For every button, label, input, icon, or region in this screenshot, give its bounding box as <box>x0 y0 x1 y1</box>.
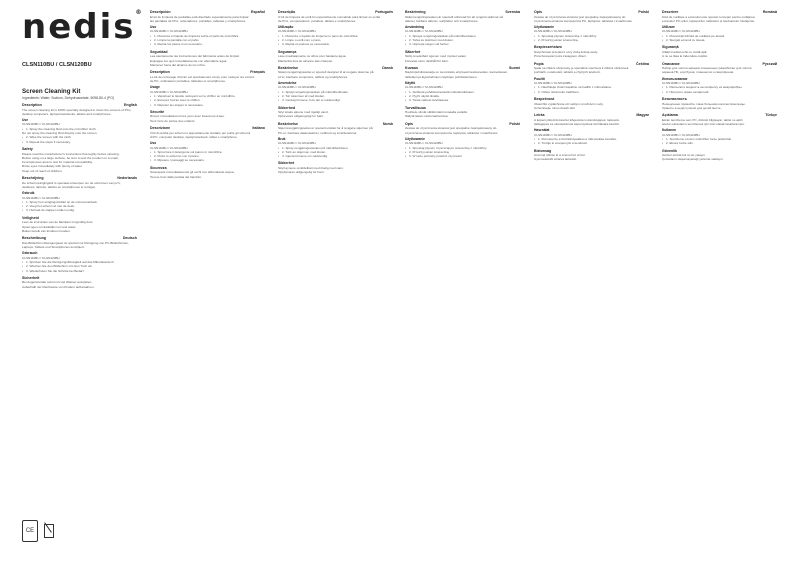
section <box>405 10 520 47</box>
body-text: Säilytä lasten ulottumattomissa. <box>405 114 449 119</box>
section <box>662 62 777 94</box>
section-title: Description <box>22 103 42 107</box>
body-text: экранов ПК, ноутбуков, планшетов и смартфонов. <box>662 70 734 75</box>
column-se-fi-pl <box>405 10 520 161</box>
language-label: Deutsch <box>122 236 137 241</box>
section-title: Turvallisuus <box>405 105 426 110</box>
instruction-step: • 2. Przetrzyj ekran ściereczką. <box>405 150 520 154</box>
language-label: Русский <box>762 61 777 66</box>
section <box>534 10 649 42</box>
subheading: Użytkowanie <box>405 136 425 141</box>
instruction-step: • 1. Pulverice el líquido de limpieza sobre el paño de microfibra. <box>150 34 265 38</box>
instruction-step: • 2. Veeg het scherm af met de doek. <box>22 204 137 208</box>
instruction-step: • 1. Spray rengjøringsvæsken på mikrofiberkluten. <box>278 146 393 150</box>
instruction-step: • 2. Otřete obrazovku hadříkem. <box>534 90 649 94</box>
section <box>278 66 393 103</box>
section <box>662 10 777 42</box>
section-title: Descriere <box>662 10 679 14</box>
instruction-step: • 2. Wipe the screen with the cloth. <box>22 135 137 139</box>
column-ro-gr-tr <box>662 10 777 165</box>
section-title: Sécurité <box>150 109 165 114</box>
body-text: Do not spray the cleaning fluid directly onto the screen. <box>22 131 98 136</box>
section <box>405 66 520 103</box>
section-title: Beskrivelse <box>278 121 298 126</box>
section-title: Leírás <box>534 113 545 118</box>
instruction-step: • 2. Torka av skärmen med duken. <box>405 38 520 42</box>
body-text: Rinse eyes immediately with plenty of water. <box>22 164 83 169</box>
section <box>278 10 393 47</box>
body-text: O kit de limpeza de ecrã foi especialmente concebido para limpar os ecrãs <box>278 14 381 19</box>
body-text: počítačů, notebooků, tabletů a chytrých telefonů. <box>534 70 601 75</box>
language-label: Română <box>762 10 777 14</box>
language-label: Português <box>375 10 393 14</box>
section <box>662 97 777 110</box>
instruction-step: • 1. Sprühen Sie die Reinigungsflüssigkeit auf das Mikrofasertuch. <box>22 260 137 264</box>
instruction-step: • 2. Ekranı bezle silin. <box>662 141 777 145</box>
body-text: Zestaw do czyszczenia ekranów jest specjalnie zaprojektowany do <box>405 126 497 131</box>
section <box>278 50 393 63</box>
instruction-step: • 1. Permetezze a tisztítófolyadékot a mikroszálas kendőre. <box>534 137 649 141</box>
body-text: desktop computers, laptops/notebooks, tablets and smartphones. <box>22 111 112 116</box>
section <box>22 276 137 289</box>
section-title: Sikkerhed <box>278 105 296 110</box>
body-text: CLSN110BU / CLSN120BU <box>150 89 188 94</box>
instruction-step: • 3. Repeat the steps if necessary. <box>22 140 137 144</box>
section <box>22 216 137 233</box>
section-title: Descrição <box>278 10 296 14</box>
body-text: Skærmrengøringssættet er specielt designet til at rengøre skærme på <box>278 70 374 75</box>
body-text: desktops, laptops, tablets en smartphones te reinigen. <box>22 184 97 189</box>
body-text: Zestaw do czyszczenia ekranów jest specjalnie zaprojektowany do <box>534 14 626 19</box>
section-title: Описание <box>662 61 680 66</box>
subheading: Uso <box>150 141 157 146</box>
column-pl-cz-hu <box>534 10 649 165</box>
subheading: Usage <box>150 85 160 90</box>
language-label: Magyar <box>636 113 649 118</box>
body-text: CLSN110BU / CLSN120BU <box>662 81 700 86</box>
section-title: Segurança <box>278 49 297 54</box>
instruction-step: • 1. Pulverize o líquido de limpeza no pano de microfibra. <box>278 34 393 38</box>
section <box>150 126 265 163</box>
section <box>534 113 649 145</box>
bin-icon <box>42 520 54 538</box>
section <box>662 45 777 58</box>
body-text: de PC, ordinateurs portables, tablettes et smartphones. <box>150 79 226 84</box>
body-text: CLSN110BU / CLSN120BU <box>278 85 316 90</box>
section <box>150 110 265 123</box>
body-text: CLSN110BU / CLSN120BU <box>278 141 316 146</box>
body-text: Lees de instructies van de fabrikant zorgvuldig door. <box>22 220 94 225</box>
section <box>405 122 520 159</box>
instruction-step: • 2. Tørk av skjermen med kluten. <box>278 150 393 154</box>
section-title: Beschreibung <box>22 236 46 241</box>
instruction-step: • 3. Répétez les étapes si nécessaire. <box>150 103 265 107</box>
instruction-step: • 2. Pyyhi näyttö liinalla. <box>405 94 520 98</box>
language-label: Nederlands <box>117 176 137 181</box>
section-title: Beskrivning <box>405 10 426 14</box>
subheading: Gebrauch <box>22 251 38 256</box>
instruction-step: • 1. Pulverizați lichidul de curățare pe lavetă. <box>662 34 777 38</box>
subheading: Használat <box>534 128 550 133</box>
section-title: Description <box>150 70 170 75</box>
instruction-step: • 2. Ștergeți ecranul cu laveta. <box>662 38 777 42</box>
body-text: Kitul de curățare a ecranului este special conceput pentru curățarea <box>662 14 755 19</box>
language-label: Svenska <box>505 10 520 14</box>
body-text: CLSN110BU / CLSN120BU <box>405 141 443 146</box>
section-title: Kuvaus <box>405 65 418 70</box>
body-text: Набор для чистки экранов специально разработан для чистки <box>662 66 752 71</box>
document-title: Screen Cleaning Kit <box>22 88 81 95</box>
section-title: Descrizione <box>150 126 171 131</box>
body-text: CLSN110BU / CLSN120BU <box>405 29 443 34</box>
section <box>22 103 137 144</box>
body-text: Lea atentamente las instrucciones del fabricante antes de limpiar. <box>150 54 240 59</box>
instruction-step: • 3. Repita los pasos si es necesario. <box>150 42 265 46</box>
section-title: Seguridad <box>150 49 168 54</box>
body-text: táblagépek és okostelefonok képernyőinek tisztítására készült. <box>534 122 620 127</box>
body-text: CLSN110BU / CLSN120BU <box>22 122 60 127</box>
body-text: de PCs, computadores, portáteis, tablets e smartphones. <box>278 18 357 23</box>
instruction-step: • 1. Spray het reinigingsmiddel op de microvezeldoek. <box>22 200 137 204</box>
section <box>150 50 265 67</box>
instruction-step: • 3. Toista vaiheet tarvittaessa. <box>405 98 520 102</box>
body-text: CLSN110BU / CLSN120BU <box>662 29 700 34</box>
subheading: Gebruik <box>22 191 35 196</box>
document-subtitle: Ingredients: Water, Sodium, Dehydroacetate, 5098-80-4 (PO) <box>22 96 115 100</box>
section <box>22 176 137 213</box>
language-label: Türkçe <box>765 113 777 118</box>
body-text: telefon ekranlarını temizlemek için özel olarak tasarlanmıştır. <box>662 122 745 127</box>
body-text: Skärmrengöringssatsen är speciellt utformad för att rengöra skärmar på <box>405 14 504 19</box>
body-text: Skjermrengjøringssettet er spesielt utviklet for å rengjøre skjermer på <box>278 126 373 131</box>
body-text: Oppbevares utilgjengelig for barn. <box>278 170 325 175</box>
body-text: Clătiți imediat ochii cu multă apă. <box>662 49 708 54</box>
instruction-step: • 2. Pulire lo schermo con il panno. <box>150 154 265 158</box>
language-label: Polski <box>638 10 649 14</box>
instruction-step: • 3. Gjenta trinnene om nødvendig. <box>278 154 393 158</box>
body-text: El kit de limpieza de pantallas está diseñado especialmente para limpiar <box>150 14 249 19</box>
body-text: pc'er, bærbare computere, tablets og smartphones. <box>278 74 349 79</box>
body-text: datorer, bärbara datorer, surfplattor och smartphones. <box>405 18 479 23</box>
instruction-step: • 3. Ripetere i passaggi se necessario. <box>150 158 265 162</box>
column-en <box>22 103 137 292</box>
language-label: Italiano <box>252 126 265 131</box>
subheading: Use <box>22 118 29 123</box>
section <box>662 149 777 162</box>
body-text: CLSN110BU / CLSN120BU <box>278 29 316 34</box>
instruction-step: • 2. Limpie la pantalla con el paño. <box>150 38 265 42</box>
body-text: A nu se lăsa la îndemâna copiilor. <box>662 54 709 59</box>
body-text: Tenir hors de portée des enfants. <box>150 118 196 123</box>
section-title: Açıklama <box>662 113 678 118</box>
body-text: Skölj omedelbart ögonen med mycket vatten. <box>405 54 467 59</box>
section <box>534 45 649 58</box>
body-text: Хранить в недоступном для детей месте. <box>662 105 722 110</box>
body-text: Azonnal öblítse ki a szemét bő vízzel. <box>534 153 586 158</box>
language-label: Dansk <box>382 65 393 70</box>
body-text: Enjuague los ojos inmediatamente con abundante agua. <box>150 58 228 63</box>
instruction-step: • 3. W razie potrzeby powtórz czynności. <box>405 154 520 158</box>
section-title: Safety <box>22 146 33 151</box>
brand-logo: nedis® <box>22 7 144 47</box>
subheading: Uso <box>150 25 157 30</box>
language-label: Polski <box>509 121 520 126</box>
body-text: Natychmiast przepłucz oczy dużą ilością wody. <box>534 49 599 54</box>
subheading: Käyttö <box>405 81 416 86</box>
section <box>150 70 265 107</box>
body-text: CLSN110BU / CLSN120BU <box>405 85 443 90</box>
instruction-step: • 1. Распылите жидкость на салфетку из микрофибры. <box>662 85 777 89</box>
body-text: Przechowywać poza zasięgiem dzieci. <box>534 54 587 59</box>
subheading: Użytkowanie <box>534 25 554 30</box>
body-text: Uchovávejte mimo dosah dětí. <box>534 105 576 110</box>
body-text: CLSN110BU / CLSN120BU <box>150 29 188 34</box>
footer-marks <box>22 520 54 542</box>
instruction-step: • 2. Протрите экран салфеткой. <box>662 90 777 94</box>
body-text: czyszczenia ekranów komputerów, laptopów, tabletów i smartfonów. <box>405 130 499 135</box>
body-text: Before using on a large surface, be sure to test the product on a small, <box>22 155 119 160</box>
body-text: CLSN110BU / CLSN120BU <box>22 195 60 200</box>
product-code: CLSN110BU / CLSN120BU <box>22 62 92 68</box>
body-text: Laptops, Tablets und Smartphones konzipiert. <box>22 245 85 250</box>
section-title: Biztonság <box>534 148 552 153</box>
subheading: Kullanım <box>662 128 676 133</box>
body-text: CLSN110BU / CLSN120BU <box>534 29 572 34</box>
body-text: Mantener fuera del alcance de los niños. <box>150 62 206 67</box>
instruction-step: • 1. Suihkuta puhdistusnestettä mikrokuituliinaan. <box>405 90 520 94</box>
section-title: Безопасность <box>662 96 687 101</box>
instruction-step: • 2. Przetrzyj ekran ściereczką. <box>534 38 649 42</box>
section-title: Opis <box>405 121 413 126</box>
section <box>22 147 137 173</box>
column-es-fr-it <box>150 10 265 182</box>
instruction-step: • 1. Spray the cleaning fluid onto the microfiber cloth. <box>22 127 137 131</box>
instruction-step: • 1. Spraya rengöringsvätskan på mikrofiberduken. <box>405 34 520 38</box>
body-text: las pantallas de PCs, ordenadores, portátiles, tabletas y smartphones. <box>150 18 247 23</box>
body-text: Spoel ogen onmiddellijk met veel water. <box>22 224 77 229</box>
body-text: CLSN110BU / CLSN120BU <box>150 145 188 150</box>
body-text: Sciacquare immediatamente gli occhi con abbondante acqua. <box>150 170 235 175</box>
body-text: Please read the manufacturer's instructions thoroughly before cleaning. <box>22 151 120 156</box>
section-title: Popis <box>534 61 544 66</box>
body-text: CLSN110BU / CLSN120BU <box>534 132 572 137</box>
section <box>534 97 649 110</box>
section-title: Bezpečnost <box>534 96 555 101</box>
body-text: CLSN110BU / CLSN120BU <box>534 81 572 86</box>
instruction-step: • 3. Herhaal de stappen indien nodig. <box>22 208 137 212</box>
section-title: Opis <box>534 10 542 14</box>
section <box>534 62 649 94</box>
body-text: Okamžitě vypláchněte oči velkým množstvím vody. <box>534 101 604 106</box>
instruction-step: • 3. Wiederholen Sie die Schritte bei Bedarf. <box>22 269 137 273</box>
instruction-step: • 2. Wischen Sie den Bildschirm mit dem Tuch ab. <box>22 264 137 268</box>
body-text: Außerhalb der Reichweite von Kindern aufbewahren. <box>22 284 95 289</box>
body-text: Buiten bereik van kinderen houden. <box>22 228 71 233</box>
body-text: The screen cleaning kit is 100% specially designed to clean the screens of PCs, <box>22 107 132 112</box>
section <box>405 106 520 119</box>
instruction-step: • 1. Vaporisez le liquide nettoyant sur le chiffon en microfibre. <box>150 94 265 98</box>
body-text: ecranelor PC-urilor, laptopurilor, tabletelor și telefoanelor inteligente. <box>662 18 756 23</box>
body-text: Немедленно промойте глаза большим количеством воды. <box>662 101 746 106</box>
section-title: Beschrijving <box>22 176 44 181</box>
section-title: Beskrivelse <box>278 65 298 70</box>
section <box>22 236 137 273</box>
section-title: Descripción <box>150 10 171 14</box>
body-text: tablettien ja älypuhelimien näyttöjen puhdistamiseen. <box>405 74 478 79</box>
body-text: A képernyőtisztító készlet kifejezetten számítógépek, laptopok, <box>534 117 620 122</box>
body-text: Il kit di pulizia per schermi è appositamente studiato per pulire gli schermi <box>150 130 251 135</box>
body-text: Sada na čištění obrazovky je speciálně navržena k čištění obrazovek <box>534 66 629 71</box>
instruction-step: • 2. Limpe o ecrã com o pano. <box>278 38 393 42</box>
section-title: Veiligheid <box>22 215 39 220</box>
subheading: Utilizare <box>662 25 675 30</box>
section-title: Bezpieczeństwo <box>534 45 562 50</box>
body-text: Tenere fuori dalla portata dei bambini. <box>150 174 202 179</box>
body-text: Rincez immédiatement les yeux avec beaucoup d'eau. <box>150 114 225 119</box>
instruction-step: • 2. Tør skærmen af med kluden. <box>278 94 393 98</box>
body-text: Ekran temizleme seti, PC, dizüstü bilgisayar, tablet ve akıllı <box>662 117 743 122</box>
section <box>534 149 649 162</box>
subheading: Использование <box>662 76 688 81</box>
section-title: Sikkerhet <box>278 161 295 166</box>
instruction-step: • 2. Törölje le a képernyőt a kendővel. <box>534 141 649 145</box>
section <box>662 113 777 145</box>
instruction-step: • 3. Gentag trinnene, hvis det er nødvendigt. <box>278 98 393 102</box>
section <box>150 10 265 47</box>
language-label: Français <box>250 70 265 75</box>
subheading: Použití <box>534 76 545 81</box>
section-title: Sicurezza <box>150 165 167 170</box>
body-text: Mantenha fora do alcance das crianças. <box>278 58 333 63</box>
body-text: Opbevares utilgængeligt for børn. <box>278 114 325 119</box>
instruction-step: • 1. Spruzzare il detergente sul panno in microfibra. <box>150 150 265 154</box>
section <box>405 50 520 63</box>
body-text: PC-er, bærbare datamaskiner, nettbrett og smarttelefoner. <box>278 130 358 135</box>
section-title: Siguranță <box>662 45 679 50</box>
language-label: Suomi <box>509 65 520 70</box>
body-text: CLSN110BU / CLSN120BU <box>22 255 60 260</box>
section-title: Sicherheit <box>22 275 40 280</box>
instruction-step: • 1. Sprøjt rengøringsvæsken på mikrofiberkluden. <box>278 90 393 94</box>
body-text: De schermreinigingskit is speciaal ontworpen om de schermen van pc's, <box>22 180 121 185</box>
section <box>278 122 393 159</box>
section <box>278 106 393 119</box>
body-text: Gözleri derhal bol su ile yıkayın. <box>662 153 706 158</box>
instruction-step: • 2. Essuyez l'écran avec le chiffon. <box>150 98 265 102</box>
body-text: Çocukların ulaşamayacağı yerlerde saklayın. <box>662 157 724 162</box>
instruction-step: • 1. Temizleme sıvısını mikrofiber beze püskürtün. <box>662 137 777 141</box>
language-label: English <box>124 103 137 107</box>
instruction-step: • 3. Upprepa stegen vid behov. <box>405 42 520 46</box>
subheading: Anvendelse <box>278 81 297 86</box>
body-text: inconspicuous area to test for material compatibility. <box>22 160 93 165</box>
body-text: Lave imediatamente os olhos com bastante água. <box>278 54 347 59</box>
body-text: Förvaras utom räckhåll för barn. <box>405 58 449 63</box>
ce-mark: CE <box>22 520 38 542</box>
section <box>278 161 393 174</box>
body-text: Le kit de nettoyage d'écran est spécialement conçu pour nettoyer les écrans <box>150 74 255 79</box>
body-text: Skyll øynene umiddelbart med rikelig med vann. <box>278 165 344 170</box>
language-label: Čeština <box>636 61 649 66</box>
language-label: Norsk <box>382 121 393 126</box>
instruction-step: • 1. Spryskaj płynem ściereczkę z mikrofibry. <box>534 34 649 38</box>
body-text: Bei Augenkontakt sofort mit viel Wasser ausspülen. <box>22 280 93 285</box>
language-label: Español <box>251 10 265 14</box>
body-text: Skyl straks øjnene med rigeligt vand. <box>278 110 329 115</box>
body-text: Näytönpuhdistussarja on suunniteltu erityisesti tietokoneiden, kannettavien, <box>405 70 509 75</box>
body-text: di PC, computer desktop, laptop/notebook, tablet e smartphone. <box>150 134 238 139</box>
column-pt-dk-no <box>278 10 393 178</box>
subheading: Bruk <box>278 136 286 141</box>
instruction-step: • 3. Repita os passos se necessário. <box>278 42 393 46</box>
instruction-step: • 1. Spryskaj płynem czyszczącym ściereczkę z mikrofibry. <box>405 146 520 150</box>
subheading: Användning <box>405 25 425 30</box>
instruction-step: • 1. Nastříkejte čisticí kapalinu na hadřík z mikrovlákna. <box>534 85 649 89</box>
body-text: Gyermekektől elzárva tartandó. <box>534 157 577 162</box>
body-text: czyszczenia ekranów komputerów PC, laptopów, tabletów i smartfonów. <box>534 18 633 23</box>
section-title: Güvenlik <box>662 148 678 153</box>
section-title: Säkerhet <box>405 49 421 54</box>
body-text: Huuhtele silmät välittömästi runsaalla vedellä. <box>405 110 468 115</box>
body-text: Keep out of reach of children. <box>22 168 63 173</box>
subheading: Utilização <box>278 25 294 30</box>
section <box>150 166 265 179</box>
body-text: CLSN110BU / CLSN120BU <box>662 132 700 137</box>
body-text: Das Bildschirm-Reinigungsset ist speziell zur Reinigung von PC-Bildschirmen, <box>22 240 129 245</box>
